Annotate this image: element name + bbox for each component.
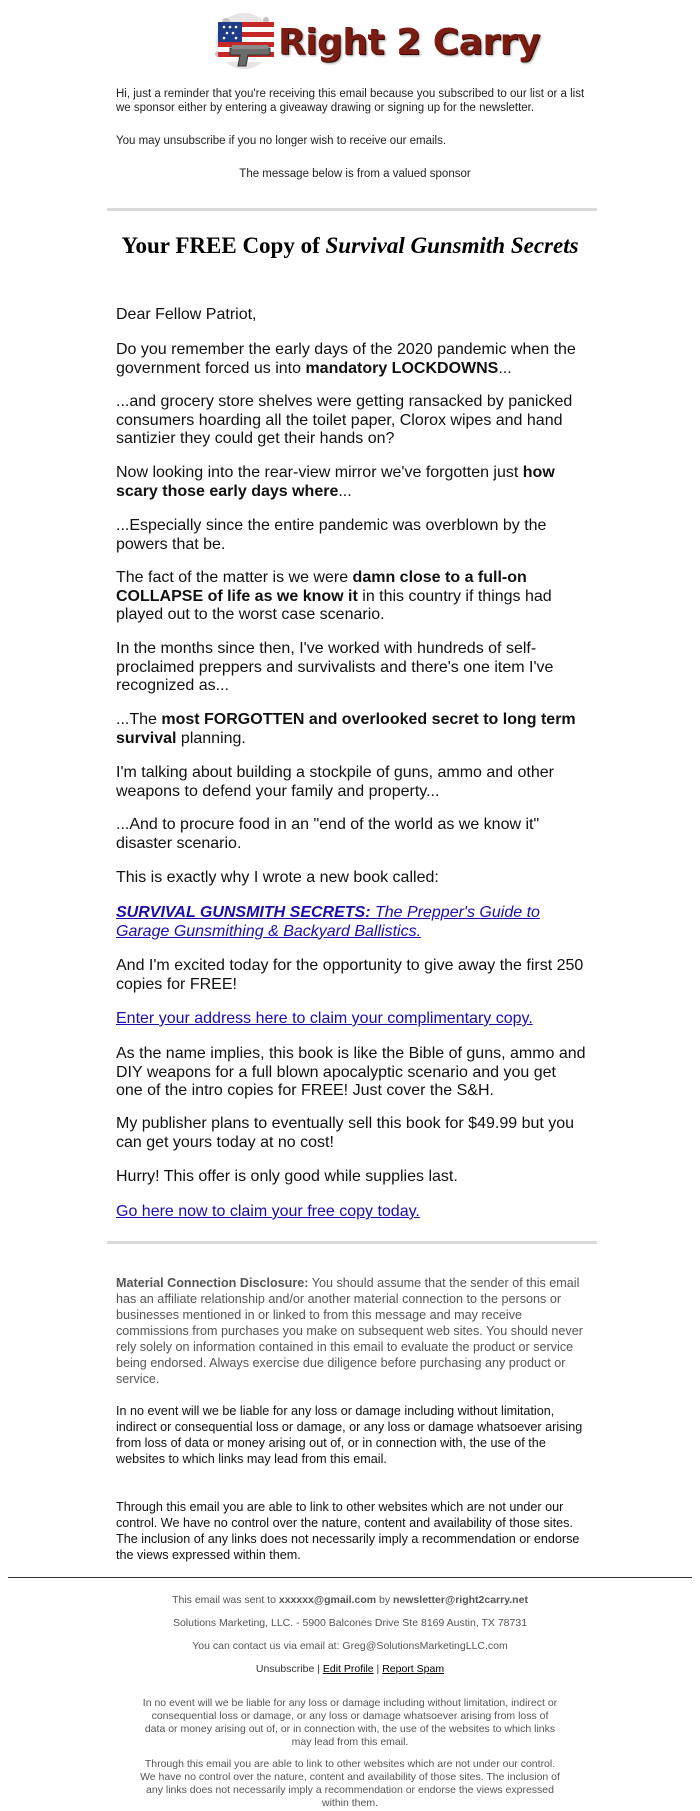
paragraph-preppers: In the months since then, I've worked with hundreds of self-proclaimed preppers and survivalists and there's one item I've recognized as...	[116, 640, 554, 694]
sent-to-line	[100, 1594, 600, 1607]
contact-email-line: You can contact us via email at: Greg@SolutionsMarketingLLC.com	[192, 1640, 508, 1652]
footer-liability: In no event will we be liable for any loss or damage including without limitation, indirect or consequential loss or damage, or any loss or damage whatsoever arising from loss of data or money arising out of, or in connection with, the use of the websites to which links may lead from this email.	[142, 1697, 558, 1748]
p3-text-c: ...	[338, 482, 352, 500]
paragraph-collapse	[116, 569, 586, 625]
p5-text-bold: damn close to a full-on COLLAPSE of life as we know it	[116, 569, 527, 605]
separator-1: |	[314, 1663, 323, 1675]
unsubscribe-note: You may unsubscribe if you no longer wish to receive our emails.	[116, 135, 447, 147]
p7-text-bold: most FORGOTTEN and overlooked secret to long term survival	[116, 711, 576, 747]
claim-free-copy-link[interactable]: Go here now to claim your free copy today.	[116, 1203, 420, 1220]
company-address: Solutions Marketing, LLC. - 5900 Balcones Drive Ste 8169 Austin, TX 78731	[172, 1617, 528, 1629]
paragraph-lockdowns	[116, 341, 586, 378]
p3-text-bold: how scary those early days where	[116, 464, 555, 500]
paragraph-overblown: ...Especially since the entire pandemic was overblown by the powers that be.	[116, 517, 547, 553]
footer-rule	[8, 1577, 692, 1578]
book-link-block	[116, 904, 586, 941]
paragraph-grocery: ...and grocery store shelves were getting ransacked by panicked consumers hoarding all the toilet paper, Clorox wipes and hand santizier they could get their hands on?	[116, 393, 573, 447]
material-disclosure	[116, 1275, 586, 1387]
cta-link-block-2	[116, 1203, 586, 1222]
p7-text-a: ...The	[116, 711, 162, 728]
paragraph-stockpile: I'm talking about building a stockpile of guns, ammo and other weapons to defend your family and property...	[116, 764, 554, 800]
p7-text-c: planning.	[176, 729, 246, 747]
cta-link-block-1	[116, 1010, 586, 1029]
divider-top	[107, 208, 597, 211]
subscription-reminder: Hi, just a reminder that you're receiving this email because you subscribed to our list or a list we sponsor either by entering a giveaway drawing or signing up for the newsletter.	[116, 88, 585, 114]
headline-italic: Survival Gunsmith Secrets	[325, 233, 579, 258]
sender-email: newsletter@right2carry.net	[393, 1594, 528, 1606]
paragraph-procure-food: ...And to procure food in an "end of the world as we know it" disaster scenario.	[116, 816, 540, 852]
recipient-email: xxxxxx@gmail.com	[278, 1594, 377, 1606]
book-subtitle: The Prepper's Guide to Garage Gunsmithing & Backyard Ballistics.	[116, 904, 540, 940]
paragraph-new-book: This is exactly why I wrote a new book called:	[116, 869, 439, 886]
paragraph-rear-view	[116, 464, 586, 501]
paragraph-giveaway: And I'm excited today for the opportunity to give away the first 250 copies for FREE!	[116, 957, 584, 993]
flag-gun-icon	[208, 8, 288, 74]
book-title: SURVIVAL GUNSMITH SECRETS:	[116, 904, 371, 921]
headline-plain: Your FREE Copy of	[121, 233, 326, 258]
logo-text: Right 2 Carry	[278, 22, 540, 63]
unsubscribe-text[interactable]: Unsubscribe	[255, 1663, 315, 1675]
p1-text-c: ...	[498, 359, 512, 377]
report-spam-link[interactable]: Report Spam	[382, 1663, 445, 1675]
sent-by-word: by	[376, 1594, 394, 1606]
footer-external-links: Through this email you are able to link to other websites which are not under our control. We have no control over the nature, content and availability of those sites. The inclusion of any links does not necessarily imply a recommendation or endorse the views expressed within them.	[140, 1758, 560, 1809]
book-title-link[interactable]	[116, 904, 540, 940]
p5-text-a: The fact of the matter is we were	[116, 569, 353, 586]
p5-text-c: in this country if things had played out to the worst case scenario.	[116, 587, 552, 623]
greeting: Dear Fellow Patriot,	[116, 306, 257, 323]
edit-profile-link[interactable]: Edit Profile	[322, 1663, 374, 1675]
external-links-statement: Through this email you are able to link to other websites which are not under our control. We have no control over the nature, content and availability of those sites. The inclusion of any links does not necessarily imply a recommendation or endorse the views expressed within them.	[116, 1500, 580, 1562]
p1-text-bold: mandatory LOCKDOWNS	[305, 359, 499, 377]
article-headline	[115, 232, 585, 260]
disclosure-text: You should assume that the sender of this email has an affiliate relationship and/or another material connection to the persons or businesses mentioned in or linked to from this message and may receive commissions from purchases you make on subsequent web sites. You should never rely solely on information contained in this email to evaluate the product or service being endorsed. Always exercise due diligence before purchasing any product or service.	[116, 1276, 583, 1386]
p1-text-a: Do you remember the early days of the 2020 pandemic when the government forced us into	[116, 341, 576, 377]
p3-text-a: Now looking into the rear-view mirror we've forgotten just	[116, 464, 523, 481]
paragraph-bible-of-guns: As the name implies, this book is like the Bible of guns, ammo and DIY weapons for a full blown apocalyptic scenario and you get one of the intro copies for FREE! Just cover the S&H.	[116, 1045, 586, 1099]
paragraph-publisher-price: My publisher plans to eventually sell this book for $49.99 but you can get yours today at no cost!	[116, 1115, 575, 1151]
sent-prefix: This email was sent to	[172, 1594, 279, 1606]
claim-copy-link[interactable]: Enter your address here to claim your complimentary copy.	[116, 1010, 533, 1027]
divider-bottom	[107, 1241, 597, 1244]
footer-actions	[100, 1663, 600, 1676]
liability-statement: In no event will we be liable for any loss or damage including without limitation, indirect or consequential loss or damage, or any loss or damage whatsoever arising from loss of data or money arising out of, or in connection with, the use of the websites to which links may lead from this email.	[116, 1404, 583, 1466]
paragraph-forgotten-secret	[116, 711, 586, 748]
separator-2: |	[373, 1663, 383, 1675]
paragraph-hurry: Hurry! This offer is only good while supplies last.	[116, 1168, 458, 1185]
sponsor-note: The message below is from a valued sponsor	[239, 168, 471, 180]
disclosure-label: Material Connection Disclosure:	[116, 1276, 309, 1290]
right2carry-logo[interactable]	[208, 8, 540, 74]
